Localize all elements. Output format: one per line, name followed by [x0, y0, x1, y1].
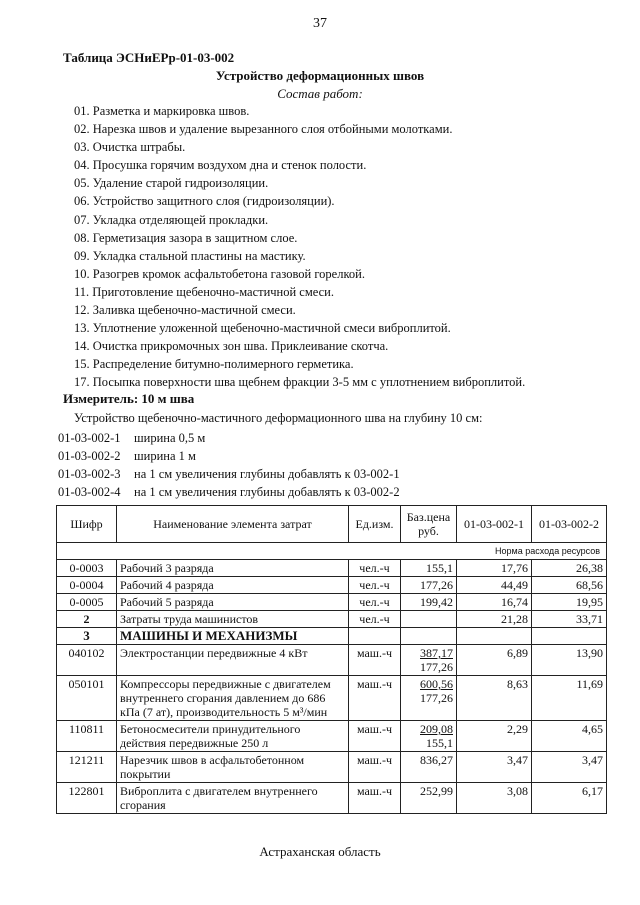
work-item: 17. Посыпка поверхности шва щебнем фракции 3-5 мм с уплотнением виброплитой.: [74, 375, 526, 390]
table-code: Таблица ЭСНиЕРр-01-03-002: [63, 50, 235, 65]
cell-price: 252,99: [401, 783, 457, 814]
code-list: [58, 429, 400, 501]
cell-unit: маш.-ч: [349, 676, 401, 721]
intro-text: Устройство щебеночно-мастичного деформационного шва на глубину 10 см:: [74, 411, 483, 425]
code-desc: ширина 1 м: [134, 449, 196, 463]
cell-price: [401, 676, 457, 721]
cell-name: Нарезчик швов в асфальтобетонном покрытии: [117, 752, 349, 783]
work-item: 04. Просушка горячим воздухом дна и стенок полости.: [74, 158, 367, 173]
cell-unit: маш.-ч: [349, 752, 401, 783]
table-header: [57, 506, 607, 543]
cell-unit: чел.-ч: [349, 577, 401, 594]
works-list: [74, 102, 525, 392]
cell-price: [401, 611, 457, 628]
cell-name: Рабочий 5 разряда: [117, 594, 349, 611]
cell-v1: 2,29: [457, 721, 532, 752]
table-row: [57, 752, 607, 783]
cell-v1: 44,49: [457, 577, 532, 594]
table-row: [57, 783, 607, 814]
cell-v2: 13,90: [532, 645, 607, 676]
cell-v2: 33,71: [532, 611, 607, 628]
header-price: Баз.цена руб.: [401, 506, 457, 543]
work-item: 13. Уплотнение уложенной щебеночно-мастичной смеси виброплитой.: [74, 321, 451, 336]
price-main: 600,56: [420, 677, 453, 691]
footer-region: Астраханская область: [259, 844, 381, 859]
code-desc: на 1 см увеличения глубины добавлять к 03-002-1: [134, 467, 400, 481]
work-item: 15. Распределение битумно-полимерного герметика.: [74, 357, 354, 372]
header-code: Шифр: [57, 506, 117, 543]
cell-price: 836,27: [401, 752, 457, 783]
code-id: 01-03-002-2: [58, 449, 121, 463]
cell-v1: 3,47: [457, 752, 532, 783]
section-empty: [401, 628, 457, 645]
section-title: Устройство деформационных швов: [215, 68, 425, 83]
cell-name: Рабочий 3 разряда: [117, 560, 349, 577]
work-item: 11. Приготовление щебеночно-мастичной смеси.: [74, 284, 334, 299]
work-item: 02. Нарезка швов и удаление вырезанного слоя отбойными молотками.: [74, 122, 453, 137]
work-item: 01. Разметка и маркировка швов.: [74, 104, 250, 118]
price-main: 209,08: [420, 722, 453, 736]
cell-name: Компрессоры передвижные с двигателем внутреннего сгорания давлением до 686 кПа (7 ат), производительность 5 м³/мин: [117, 676, 349, 721]
cell-v2: 11,69: [532, 676, 607, 721]
cell-v2: 26,38: [532, 560, 607, 577]
header-unit: Ед.изм.: [349, 506, 401, 543]
cell-price: 177,26: [401, 577, 457, 594]
work-item: 06. Устройство защитного слоя (гидроизоляции).: [74, 194, 335, 209]
price-sub: 177,26: [420, 660, 453, 674]
cell-unit: маш.-ч: [349, 783, 401, 814]
cell-name: Бетоносмесители принудительного действия передвижные 250 л: [117, 721, 349, 752]
section-empty: [532, 628, 607, 645]
cell-v1: 8,63: [457, 676, 532, 721]
cell-code: 0-0004: [57, 577, 117, 594]
cell-code: 122801: [57, 783, 117, 814]
cell-unit: чел.-ч: [349, 611, 401, 628]
measure-unit: Измеритель: 10 м шва: [63, 391, 195, 406]
cell-v2: 19,95: [532, 594, 607, 611]
cell-v2: 6,17: [532, 783, 607, 814]
norm-label: Норма расхода ресурсов: [57, 543, 607, 560]
cell-v1: 21,28: [457, 611, 532, 628]
section-empty: [349, 628, 401, 645]
cell-name: Электростанции передвижные 4 кВт: [117, 645, 349, 676]
table-row: [57, 645, 607, 676]
code-id: 01-03-002-4: [58, 485, 121, 499]
work-item: 07. Укладка отделяющей прокладки.: [74, 212, 269, 227]
header-col2: 01-03-002-2: [532, 506, 607, 543]
price-sub: 155,1: [426, 736, 453, 750]
header-col1: 01-03-002-1: [457, 506, 532, 543]
cell-code: 2: [57, 611, 117, 628]
table-row: [57, 577, 607, 594]
code-desc: ширина 0,5 м: [134, 431, 206, 445]
table-row: [57, 560, 607, 577]
work-item: 09. Укладка стальной пластины на мастику.: [74, 248, 306, 263]
cell-v2: 68,56: [532, 577, 607, 594]
section-name: МАШИНЫ И МЕХАНИЗМЫ: [117, 628, 349, 645]
section-empty: [457, 628, 532, 645]
cell-unit: чел.-ч: [349, 560, 401, 577]
table-row: [57, 676, 607, 721]
cell-v1: 6,89: [457, 645, 532, 676]
cell-v2: 4,65: [532, 721, 607, 752]
cell-v1: 16,74: [457, 594, 532, 611]
price-sub: 177,26: [420, 691, 453, 705]
section-row: [57, 628, 607, 645]
cell-code: 110811: [57, 721, 117, 752]
cell-code: 0-0005: [57, 594, 117, 611]
cell-code: 040102: [57, 645, 117, 676]
code-item: [58, 447, 400, 465]
table-row: [57, 611, 607, 628]
cell-price: 199,42: [401, 594, 457, 611]
cell-code: 050101: [57, 676, 117, 721]
cell-price: 155,1: [401, 560, 457, 577]
table-row: [57, 594, 607, 611]
cell-name: Виброплита с двигателем внутреннего сгорания: [117, 783, 349, 814]
work-item: 03. Очистка штрабы.: [74, 140, 186, 155]
cell-name: Рабочий 4 разряда: [117, 577, 349, 594]
composition-label: Состав работ:: [277, 86, 363, 101]
code-id: 01-03-002-1: [58, 431, 121, 445]
table-row: [57, 721, 607, 752]
resource-table: [56, 505, 607, 814]
code-item: [58, 483, 400, 501]
work-item: 05. Удаление старой гидроизоляции.: [74, 176, 269, 191]
price-main: 387,17: [420, 646, 453, 660]
norm-row: [57, 543, 607, 560]
code-item: [58, 429, 400, 447]
work-item: 10. Разогрев кромок асфальтобетона газовой горелкой.: [74, 266, 365, 281]
cell-unit: маш.-ч: [349, 645, 401, 676]
work-item: 12. Заливка щебеночно-мастичной смеси.: [74, 303, 296, 318]
code-item: [58, 465, 400, 483]
page-number: 37: [313, 16, 327, 31]
work-item: 14. Очистка прикромочных зон шва. Приклеивание скотча.: [74, 339, 389, 354]
cell-name: Затраты труда машинистов: [117, 611, 349, 628]
cell-price: [401, 645, 457, 676]
cell-code: 0-0003: [57, 560, 117, 577]
cell-unit: чел.-ч: [349, 594, 401, 611]
work-item: 08. Герметизация зазора в защитном слое.: [74, 230, 298, 245]
code-desc: на 1 см увеличения глубины добавлять к 03-002-2: [134, 485, 400, 499]
code-id: 01-03-002-3: [58, 467, 121, 481]
cell-v2: 3,47: [532, 752, 607, 783]
cell-v1: 17,76: [457, 560, 532, 577]
section-code: 3: [57, 628, 117, 645]
cell-v1: 3,08: [457, 783, 532, 814]
header-name: Наименование элемента затрат: [117, 506, 349, 543]
cell-unit: маш.-ч: [349, 721, 401, 752]
cell-price: [401, 721, 457, 752]
cell-code: 121211: [57, 752, 117, 783]
